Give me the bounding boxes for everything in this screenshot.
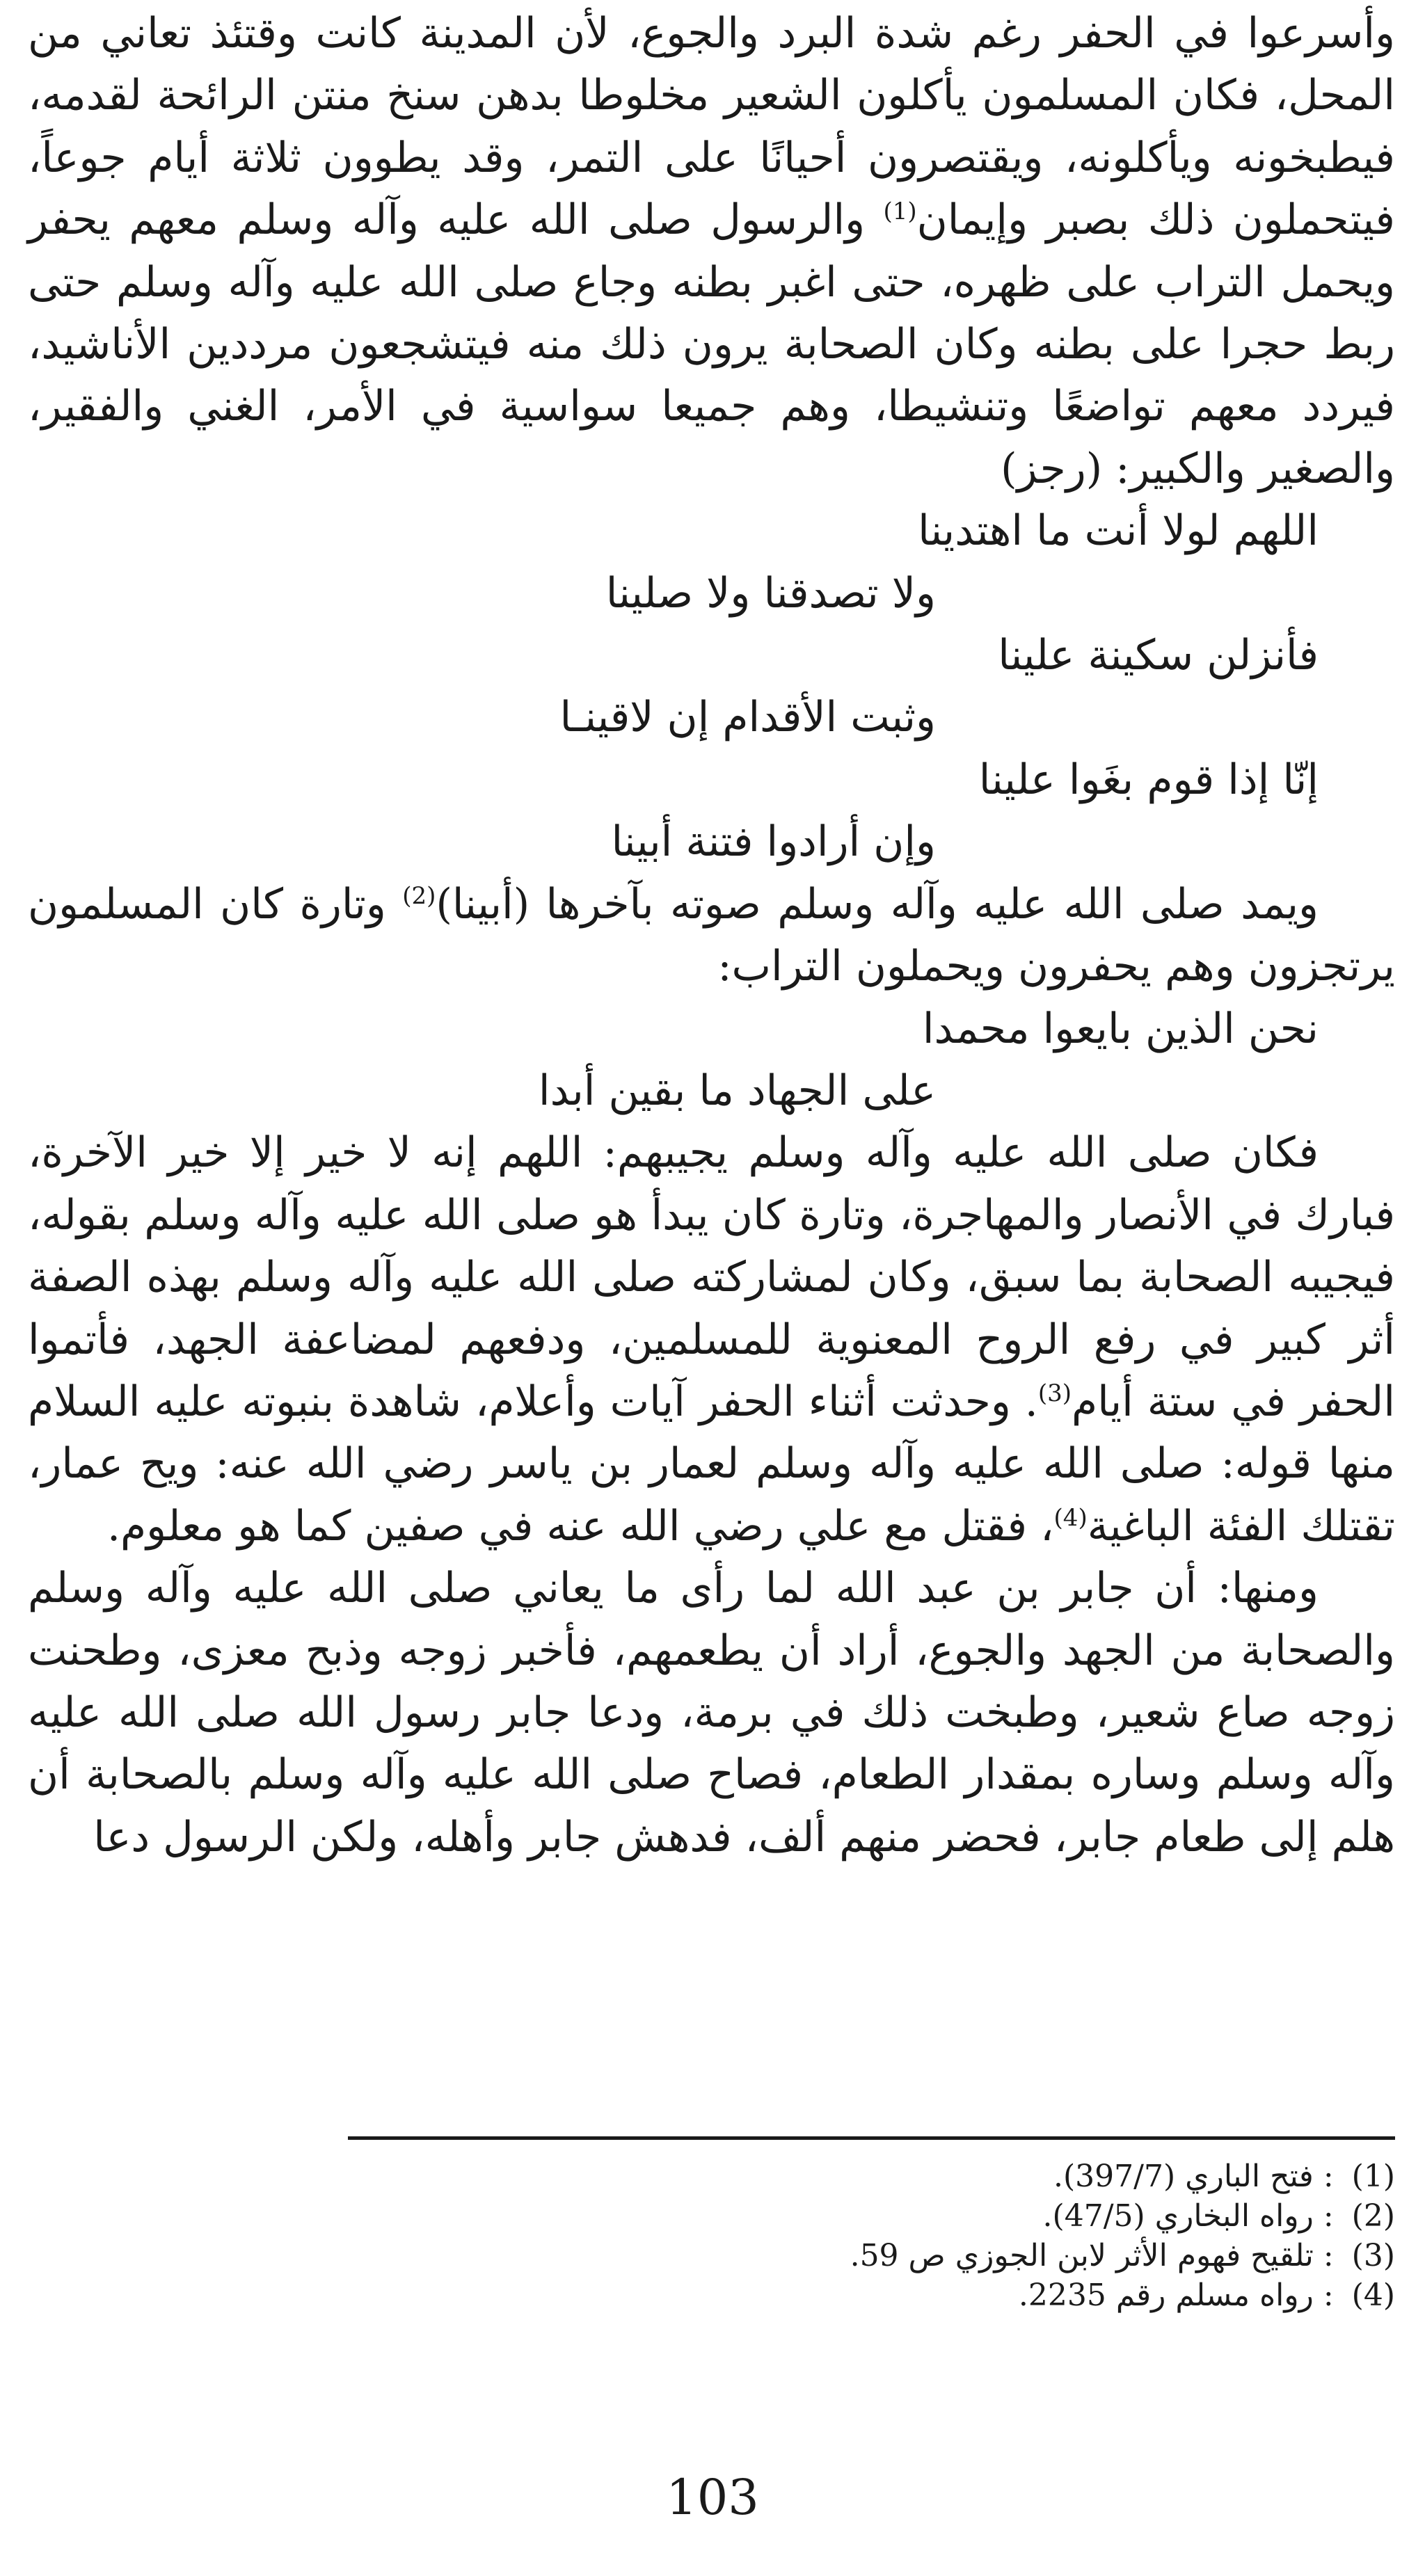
page-number: 103	[666, 2469, 759, 2526]
footnote-text: : رواه البخاري (47/5).	[1042, 2198, 1334, 2234]
footnote-ref-3: (3)	[1037, 1379, 1072, 1407]
paragraph-1-text-b: والرسول صلى الله عليه وآله وسلم معهم يحفر ويحمل التراب على ظهره، حتى اغبر بطنه وجاع صلى الله عليه وآله وسلم حتى ربط حجرا على بطنه وكان الصحابة يرون ذلك منه فيتشجعون مرددين الأناشيد، فيردد معهم تواضعًا وتنشيطا، وهم جميعا سواسية في الأمر، الغني والفقير، والصغير والكبير: (رجز)	[28, 195, 1395, 493]
paragraph-4-text: ومنها: أن جابر بن عبد الله لما رأى ما يعاني صلى الله عليه وآله وسلم والصحابة من الجهد والجوع، أراد أن يطعمهم، فأخبر زوجه وذبح معزى، وطحنت زوجه صاع شعير، وطبخت ذلك في برمة، ودعا جابر رسول الله صلى الله عليه وآله وسلم وساره بمقدار الطعام، فصاح صلى الله عليه وآله وسلم بالصحابة أن هلم إلى طعام جابر، فحضر منهم ألف، فدهش جابر وأهله، ولكن الرسول دعا	[28, 1564, 1395, 1862]
footnote-item	[282, 2196, 1395, 2236]
paragraph-2	[28, 874, 1395, 998]
book-page	[28, 0, 1395, 2576]
paragraph-3	[28, 1122, 1395, 1558]
footnote-number: (4)	[1351, 2278, 1395, 2313]
paragraph-3-text-b: . وحدثت أثناء الحفر آيات وأعلام، شاهدة بنبوته عليه السلام منها قوله: صلى الله عليه وآله وسلم لعمار بن ياسر رضي الله عنه: ويح عمار، تقتلك الفئة الباغية	[28, 1377, 1395, 1551]
paragraph-2-text-a: ويمد صلى الله عليه وآله وسلم صوته بآخرها (أبينا)	[436, 879, 1319, 929]
footnote-text: : تلقيح فهوم الأثر لابن الجوزي ص 59.	[850, 2238, 1334, 2273]
paragraph-1	[28, 3, 1395, 500]
verse-line: فأنزلن سكينة علينا	[998, 631, 1319, 680]
verse-line: اللهم لولا أنت ما اهتدينا	[918, 506, 1319, 556]
footnote-number: (2)	[1351, 2198, 1395, 2234]
verse-line: إنّا إذا قوم بغَوا علينا	[978, 755, 1319, 804]
footnote-text: : فتح الباري (397/7).	[1053, 2159, 1334, 2194]
verse-line: نحن الذين بايعوا محمدا	[922, 1004, 1319, 1053]
verse-line: على الجهاد ما بقين أبدا	[538, 1066, 936, 1115]
footnote-ref-4: (4)	[1053, 1503, 1088, 1532]
paragraph-3-text-a: فكان صلى الله عليه وآله وسلم يجيبهم: اللهم إنه لا خير إلا خير الآخرة، فبارك في الأنصار والمهاجرة، وتارة كان يبدأ هو صلى الله عليه وآله وسلم بقوله، فيجيبه الصحابة بما سبق، وكان لمشاركته صلى الله عليه وآله وسلم بهذه الصفة أثر كبير في رفع الروح المعنوية للمسلمين، ودفعهم لمضاعفة الجهد، فأتموا الحفر في ستة أيام	[28, 1128, 1395, 1426]
footnote-number: (1)	[1351, 2159, 1395, 2194]
footnotes	[282, 2157, 1395, 2315]
footnote-ref-1: (1)	[883, 198, 917, 226]
verse-line: وإن أرادوا فتنة أبينا	[611, 817, 936, 867]
verse-line: وثبت الأقدام إن لاقينـا	[559, 693, 936, 742]
footnote-item	[282, 2157, 1395, 2196]
paragraph-4	[28, 1558, 1395, 1869]
footnote-number: (3)	[1351, 2238, 1395, 2273]
paragraph-1-text-a: وأسرعوا في الحفر رغم شدة البرد والجوع، لأن المدينة كانت وقتئذ تعاني من المحل، فكان المسلمون يأكلون الشعير مخلوطا بدهن سنخ منتن الرائحة لقدمه، فيطبخونه ويأكلونه، ويقتصرون أحيانًا على التمر، وقد يطوون ثلاثة أيام جوعاً، فيتحملون ذلك بصبر وإيمان	[28, 9, 1395, 245]
footnote-divider	[348, 2136, 1395, 2140]
verse-block-1	[28, 500, 1395, 873]
footnote-item	[282, 2236, 1395, 2275]
verse-block-2	[28, 998, 1395, 1123]
main-text	[28, 3, 1395, 1869]
footnote-item	[282, 2275, 1395, 2315]
paragraph-2-text-b: وتارة كان المسلمون يرتجزون وهم يحفرون ويحملون التراب:	[28, 879, 1395, 991]
footnote-text: : رواه مسلم رقم 2235.	[1018, 2278, 1334, 2313]
footnote-ref-2: (2)	[402, 881, 436, 910]
verse-line: ولا تصدقنا ولا صلينا	[605, 568, 936, 618]
paragraph-3-text-c: ، فقتل مع علي رضي الله عنه في صفين كما هو معلوم.	[106, 1501, 1054, 1551]
